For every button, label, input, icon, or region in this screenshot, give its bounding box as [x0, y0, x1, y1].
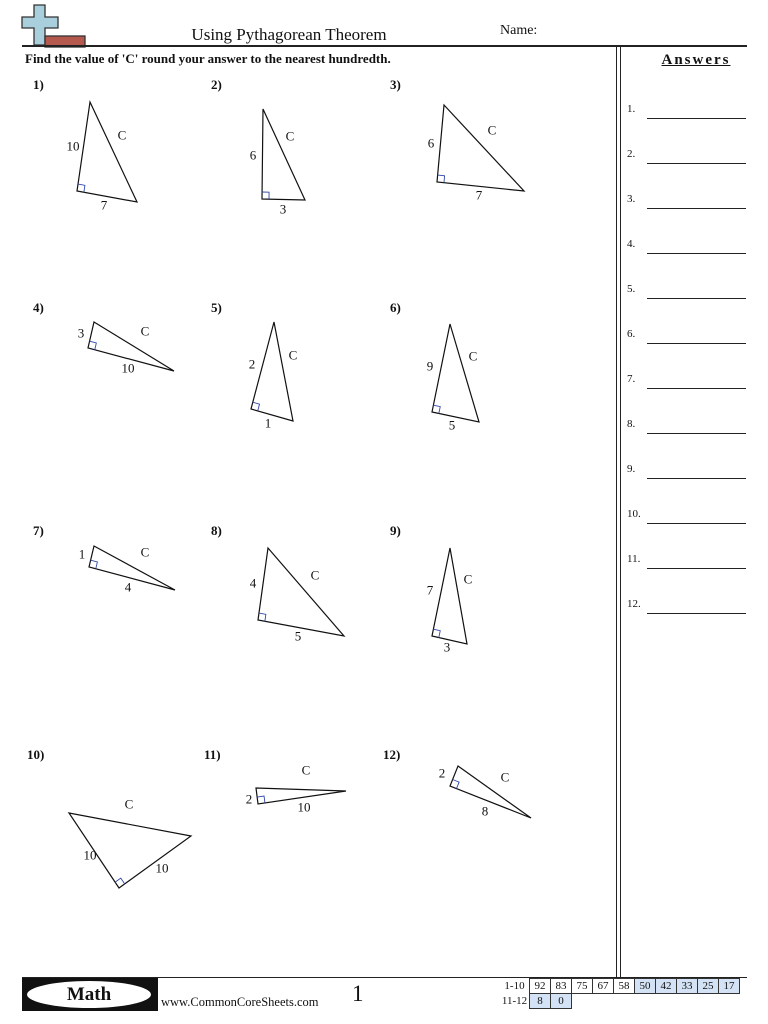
score-row: [499, 978, 740, 994]
column-divider: [616, 47, 617, 978]
hypotenuse-label: C: [285, 128, 295, 144]
answer-blank-line: [647, 298, 746, 299]
math-logo-text: Math: [27, 981, 151, 1008]
hypotenuse-label: C: [468, 348, 478, 364]
right-triangle: [77, 102, 137, 202]
problem-number: 12): [383, 747, 401, 762]
hypotenuse-label: C: [124, 796, 134, 812]
score-cell: 25: [697, 978, 719, 994]
problem-number: 5): [211, 300, 222, 315]
website-url: www.CommonCoreSheets.com: [161, 995, 319, 1009]
hypotenuse-label: C: [310, 567, 320, 583]
score-cell: 33: [676, 978, 698, 994]
leg-label: 7: [100, 197, 108, 213]
leg-label: 10: [121, 360, 135, 376]
right-triangle: [258, 548, 344, 636]
score-cell: 75: [571, 978, 593, 994]
problem-number: 4): [33, 300, 44, 315]
problem-12: [383, 747, 531, 819]
problem-5: [211, 300, 297, 431]
score-cell: 58: [613, 978, 635, 994]
leg-label: 7: [426, 582, 434, 598]
leg-label: 3: [443, 639, 451, 655]
answer-blank-line: [647, 118, 746, 119]
leg-label: 3: [279, 201, 287, 217]
answer-blank-line: [647, 613, 746, 614]
leg-label: 10: [83, 847, 97, 863]
right-triangle: [432, 324, 479, 422]
leg-label: 10: [155, 860, 169, 876]
leg-label: 5: [448, 417, 456, 433]
answer-blank-line: [647, 253, 746, 254]
answer-row: [627, 103, 747, 121]
column-divider: [620, 47, 621, 978]
hypotenuse-label: C: [500, 769, 510, 785]
answer-row: [627, 463, 747, 481]
problem-number: 2): [211, 77, 222, 92]
problem-number: 9): [390, 523, 401, 538]
answers-title: Answers: [661, 52, 731, 68]
answer-row: [627, 373, 747, 391]
score-cell: 0: [550, 993, 572, 1009]
problem-7: [33, 523, 175, 595]
leg-label: 4: [124, 579, 132, 595]
leg-label: 9: [426, 358, 434, 374]
score-cell: 8: [529, 993, 551, 1009]
right-triangle: [89, 546, 175, 590]
answer-row: [627, 508, 747, 526]
problem-11: [204, 747, 346, 815]
problem-6: [390, 300, 479, 433]
right-triangle: [450, 766, 531, 818]
score-cell: 50: [634, 978, 656, 994]
hypotenuse-label: C: [463, 571, 473, 587]
answer-blank-line: [647, 523, 746, 524]
answer-number: 8.: [627, 418, 636, 430]
problem-9: [390, 523, 472, 655]
problem-2: [211, 77, 305, 217]
score-row: [499, 993, 740, 1009]
score-cell: 42: [655, 978, 677, 994]
right-triangle: [248, 322, 293, 421]
problem-number: 1): [33, 77, 44, 92]
answer-number: 1.: [627, 103, 636, 115]
right-angle-marker: [115, 878, 125, 884]
hypotenuse-label: C: [117, 127, 127, 143]
answer-number: 3.: [627, 193, 636, 205]
answer-row: [627, 283, 747, 301]
answer-number: 5.: [627, 283, 636, 295]
score-cell: 67: [592, 978, 614, 994]
leg-label: 5: [294, 628, 302, 644]
problem-number: 7): [33, 523, 44, 538]
problem-3: [390, 77, 524, 203]
answer-row: [627, 328, 747, 346]
right-angle-marker: [262, 192, 269, 199]
problem-number: 8): [211, 523, 222, 538]
right-triangle: [437, 105, 524, 191]
leg-label: 8: [481, 803, 489, 819]
page-number: 1: [352, 981, 364, 1006]
problem-number: 10): [27, 747, 45, 762]
answer-blank-line: [647, 433, 746, 434]
leg-label: 6: [427, 135, 435, 151]
name-label: Name:: [500, 23, 538, 38]
score-cell: 92: [529, 978, 551, 994]
worksheet-title: Using Pythagorean Theorem: [191, 25, 387, 44]
leg-label: 2: [245, 791, 253, 807]
answer-row: [627, 148, 747, 166]
right-angle-marker: [438, 175, 445, 183]
score-table: [499, 978, 740, 1009]
problem-number: 3): [390, 77, 401, 92]
instructions: Find the value of 'C' round your answer to the nearest hundredth.: [25, 51, 391, 66]
leg-label: 10: [66, 138, 80, 154]
answer-number: 9.: [627, 463, 636, 475]
problem-1: [33, 77, 137, 213]
leg-label: 10: [297, 799, 311, 815]
answer-blank-line: [647, 343, 746, 344]
right-triangle: [262, 109, 305, 200]
answer-number: 6.: [627, 328, 636, 340]
score-range: 1-10: [504, 980, 525, 992]
leg-label: 4: [249, 575, 257, 591]
answer-blank-line: [647, 478, 746, 479]
answer-row: [627, 418, 747, 436]
hypotenuse-label: C: [288, 347, 298, 363]
problem-4: [33, 300, 174, 376]
answer-blank-line: [647, 388, 746, 389]
hypotenuse-label: C: [140, 544, 150, 560]
leg-label: 6: [249, 147, 257, 163]
hypotenuse-label: C: [301, 762, 311, 778]
answer-row: [627, 553, 747, 571]
answer-blank-line: [647, 568, 746, 569]
answer-blank-line: [647, 208, 746, 209]
hypotenuse-label: C: [487, 122, 497, 138]
score-range: 11-12: [501, 995, 528, 1007]
problem-10: [27, 747, 191, 888]
answer-number: 7.: [627, 373, 636, 385]
answer-number: 4.: [627, 238, 636, 250]
leg-label: 2: [438, 765, 446, 781]
answer-row: [627, 598, 747, 616]
problem-number: 6): [390, 300, 401, 315]
answer-row: [627, 193, 747, 211]
answer-number: 2.: [627, 148, 636, 160]
answer-row: [627, 238, 747, 256]
hypotenuse-label: C: [140, 323, 150, 339]
answer-number: 10.: [627, 508, 641, 520]
leg-label: 3: [77, 325, 85, 341]
answer-number: 12.: [627, 598, 641, 610]
score-cell: 17: [718, 978, 740, 994]
math-logo: [22, 978, 158, 1011]
leg-label: 7: [475, 187, 483, 203]
leg-label: 1: [78, 546, 86, 562]
problem-8: [211, 523, 344, 644]
answer-blank-line: [647, 163, 746, 164]
score-cell: 83: [550, 978, 572, 994]
answer-number: 11.: [627, 553, 641, 565]
leg-label: 1: [264, 415, 272, 431]
leg-label: 2: [248, 356, 256, 372]
problem-number: 11): [204, 747, 221, 762]
